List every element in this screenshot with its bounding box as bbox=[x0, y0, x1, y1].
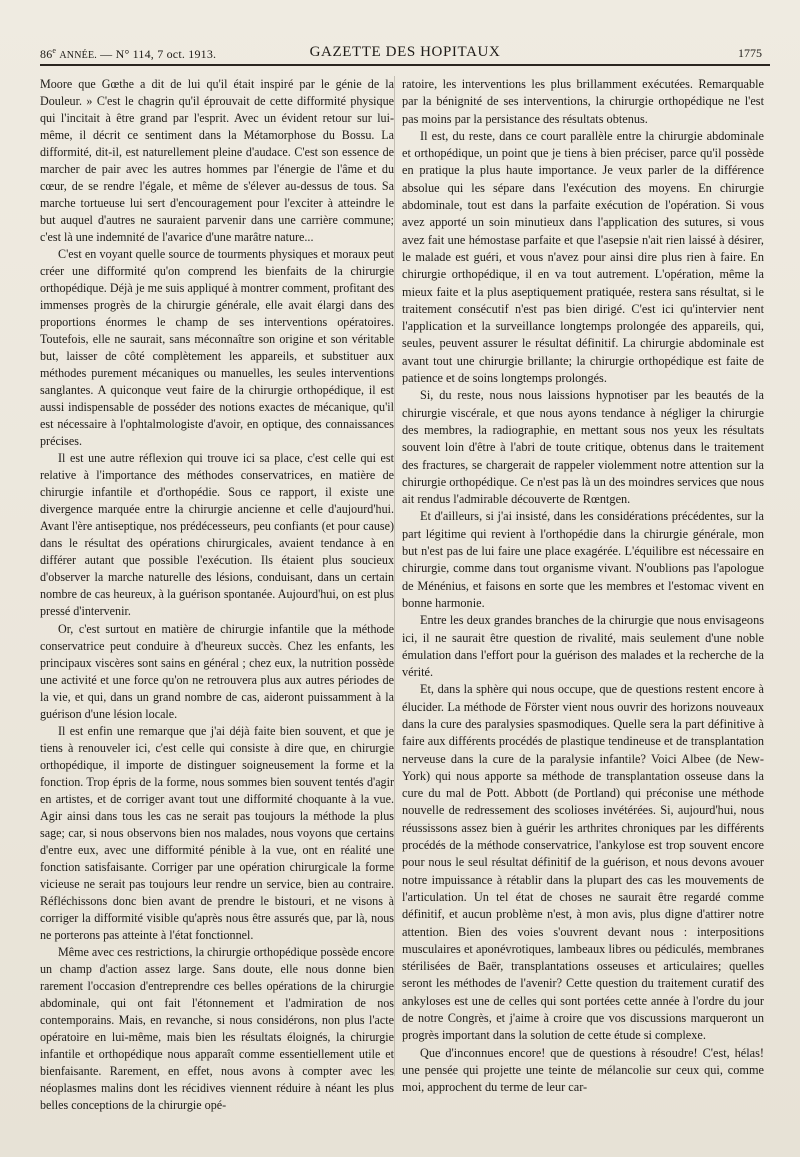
paragraph: Il est, du reste, dans ce court parallèle entre la chirurgie abdominale et orthopédique, un point que je tiens à bien préciser, parce qu'il possède en pratique la plus haute importance. Je veux parler de la différence absolue qui les sépare dans l'exécution des moyens. En chirurgie abdominale, tout est dans la parfaite exécution de l'opération. Si vous avez apporté un soin minutieux dans l'application des sutures, si vous avez fait une hémostase parfaite et que l'asepsie n'ait rien laissé à désirer, le malade est guéri, et vous n'avez pour ainsi dire plus rien à faire. En chirurgie orthopédique, il en va tout autrement. L'opération, même la mieux faite et la plus aseptiquement pratiquée, restera sans résultat, si le traitement consécutif n'est pas bien dirigé. C'est ici qu'intervier nent l'application et la surveillance longtemps prolongée des appareils, qui, seules, peuvent assurer le résultat définitif. La chirurgie abdominale est avant tout une chirurgie brillante; la chirurgie orthopédique est faite de patience et de soins longtemps prolongés. bbox=[402, 128, 764, 386]
paragraph: Entre les deux grandes branches de la chirurgie que nous envisageons ici, il ne saurait être question de rivalité, mais seulement d'une noble émulation dans l'effort pour la guérison des malades et la recherche de la vérité. bbox=[402, 613, 764, 680]
paragraph: Et, dans la sphère qui nous occupe, que de questions restent encore à élucider. La méthode de Förster vient nous ouvrir des horizons nouveaux dans la cure des paralysies spasmodiques. Quelle sera la part définitive à faire aux différents procédés de plastique tendineuse et de transplantation nerveuse dans la cure de la paralysie infantile? Voici Albee (de New-York) qui nous apporte sa méthode de transplantation osseuse dans la cure du mal de Pott. Abbott (de Portland) qui préconise une méthode nouvelle de redressement des scolioses invétérées. Si, aujourd'hui, nous réussissons assez bien à guérir les arthrites chroniques par les différents procédés de la méthode conservatrice, l'ankylose est trop souvent encore pour nous le seul résultat définitif de la guérison, et nous devons avouer notre impuissance à rétablir dans la plupart des cas les mouvements de l'articulation. Un tel état de choses ne saurait être regardé comme définitif, et aucun problème n'est, à mon avis, plus digne d'attirer notre attention. Bien des voies s'ouvrent devant nous : interpositions musculaires et aponévrotiques, lambeaux libres ou pédiculés, membranes stérilisées de Baër, transplantations osseuses et articulaires; quelles seront les méthodes de l'avenir? Cette question du traitement curatif des ankyloses est une de celles qui sont portées cette année à l'ordre du jour de notre Congrès, et j'aime à croire que vos discussions marqueront un progrès important dans la solution de cette étude si complexe. bbox=[402, 682, 764, 1043]
paragraph: Il est une autre réflexion qui trouve ici sa place, c'est celle qui est relative à l'importance des méthodes conservatrices, en matière de chirurgie infantile et d'orthopédie. Sous ce rapport, il existe une divergence marquée entre la chirurgie ancienne et celle d'aujourd'hui. Avant l'ère antiseptique, nos prédécesseurs, peu confiants (et pour cause) dans le résultat des opérations chirurgicales, avaient tendance à en différer autant que possible l'exécution. Ils étaient plus soucieux d'observer la marche naturelle des lésions, conduisant, dans un certain nombre de cas heureux, à la guérison spontanée. Aujourd'hui, on est plus pressé d'intervenir. bbox=[40, 451, 394, 619]
paragraph: Même avec ces restrictions, la chirurgie orthopédique possède encore un champ d'action assez large. Sans doute, elle nous donne bien rarement l'occasion d'entreprendre ces belles opérations de la chirurgie abdominale, qui ont fait l'étonnement et l'admiration de nos contemporains. Mais, en revanche, si nous considérons, non plus l'acte opératoire en lui-même, mais bien les résultats éloignés, la chirurgie infantile et orthopédique nous apparaît comme essentiellement utile et bienfaisante. Rarement, en effet, nous avons à compter avec les néoplasmes malins dont les récidives viennent réduire à néant les plus belles conceptions de la chirurgie opé- bbox=[40, 944, 394, 1112]
column-divider bbox=[394, 76, 395, 1076]
paragraph: Or, c'est surtout en matière de chirurgie infantile que la méthode conservatrice peut conduire à d'heureux succès. Chez les enfants, les principaux viscères sont sains en général ; chez eux, la nutrition possède une activité et une force qu'on ne retrouvera plus aux autres périodes de la vie, et qui, dans un grand nombre de cas, aideront puissamment à la guérison d'une lésion locale. bbox=[40, 621, 394, 721]
edition-number: 86 bbox=[40, 47, 53, 61]
edition-superscript: e bbox=[52, 46, 57, 55]
paragraph: Moore que Gœthe a dit de lui qu'il était inspiré par le génie de la Douleur. » C'est le chagrin qu'il éprouvait de cette difformité physique qui l'incitait à être grand par l'esprit. Avec un évident retour sur lui-même, il décrit ce sentiment dans la Métamorphose du Bossu. La difformité, dit-il, est naturellement pleine d'audace. C'est son essence de marcher de pair avec les autres hommes par l'énergie de l'âme et du cœur, de se rendre l'égale, et même de s'élever au-dessus de tous. Sa marche tortueuse lui sert d'encouragement pour l'exciter à atteindre le but auquel d'autres ne sauraient parvenir dans une carrière commune; c'est là une indemnité de l'avarice d'une marâtre nature... bbox=[40, 77, 394, 245]
issue-number-date: — N° 114, 7 oct. 1913. bbox=[100, 47, 217, 61]
header-rule bbox=[40, 64, 770, 66]
journal-title: GAZETTE DES HOPITAUX bbox=[309, 44, 501, 60]
paragraph: Il est enfin une remarque que j'ai déjà faite bien souvent, et que je tiens à renouveler ici, c'est celle qui consiste à dire que, en chirurgie orthopédique, il importe de distinguer soigneusement la forme et la fonction. Trop épris de la forme, nous sommes bien souvent tentés d'agir en artistes, et de corriger avant tout une difformité choquante à la vue. Agir ainsi dans tous les cas ne serait pas toujours la méthode la plus sage; car, si nous observons bien nos malades, nous voyons que certains d'entre eux, avec une difformité pénible à la vue, ont en réalité une fonction satisfaisante. Corriger par une opération chirurgicale la forme vicieuse ne serait pas toujours leur rendre un service, bien au contraire. Réfléchissons donc bien avant de prendre le bistouri, et ne visons à corriger la difformité visible qu'après nous être assurés que, par là, nous ne porterons pas atteinte à l'état fonctionnel. bbox=[40, 723, 394, 942]
left-column bbox=[40, 76, 394, 1114]
paragraph: C'est en voyant quelle source de tourments physiques et moraux peut créer une difformité qu'on comprend les bienfaits de la chirurgie orthopédique. Déjà je me suis appliqué à montrer comment, profitant des immenses progrès de la chirurgie générale, elle avait élargi dans des proportions énormes le champ de ses interventions opératoires. Toutefois, elle ne saurait, sans méconnaître son origine et son véritable but, laisser de côté complètement les appareils, et substituer aux méthodes purement mécaniques ou manuelles, les seules interventions sanglantes. A quiconque veut faire de la chirurgie orthopédique, il est aussi indispensable de posséder des notions exactes de mécanique, qu'il est nécessaire à l'ophtalmologiste d'avoir, en optique, des connaissances précises. bbox=[40, 247, 394, 449]
right-column bbox=[402, 76, 764, 1097]
paragraph: Et d'ailleurs, si j'ai insisté, dans les considérations précédentes, sur la part légitime qui revient à l'orthopédie dans la chirurgie générale, mon but n'est pas de lui faire une place exagérée. L'équilibre est nécessaire en chirurgie, comme dans tout organisme vivant. N'oublions pas l'apologue de Ménénius, et faisons en sorte que les membres et l'estomac vivent en bonne harmonie. bbox=[402, 509, 764, 610]
paragraph: ratoire, les interventions les plus brillamment exécutées. Remarquable par la bénignité de ses interventions, la chirurgie orthopédique ne l'est pas moins par la persistance des résultats obtenus. bbox=[402, 77, 764, 126]
paragraph: Si, du reste, nous nous laissions hypnotiser par les beautés de la chirurgie viscérale, et que nous ayons tendance à négliger la chirurgie des membres, la radiographie, en mettant sous nos yeux les résultats souvent loin d'être à l'abri de toute critique, obtenus dans le traitement des fractures, se chargerait de rappeler violemment notre attention sur la chirurgie orthopédique. Ce n'est pas là un des moindres services que nous ait rendus l'admirable découverte de Rœntgen. bbox=[402, 388, 764, 507]
edition-word: ANNÉE. bbox=[59, 50, 97, 61]
paragraph: Que d'inconnues encore! que de questions à résoudre! C'est, hélas! une pensée qui projette une teinte de mélancolie sur ceux qui, comme moi, approchent du terme de leur car- bbox=[402, 1045, 764, 1095]
page-number: 1775 bbox=[738, 46, 762, 60]
page-header bbox=[40, 38, 770, 64]
